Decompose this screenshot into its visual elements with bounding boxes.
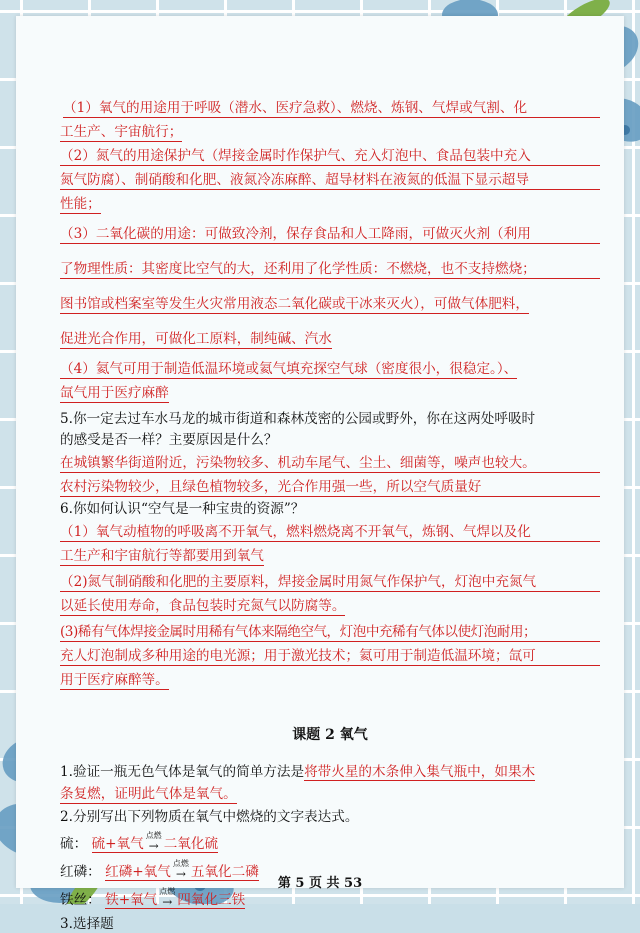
answer-line: （1）氧气动植物的呼吸离不开氧气，燃料燃烧离不开氧气，炼钢、气焊以及化: [60, 524, 600, 542]
answer-line: 以延长使用寿命，食品包装时充氮气以防腐等。: [60, 598, 346, 614]
answer-line: (3)稀有气体焊接金属时用稀有气体来隔绝空气，灯泡中充稀有气体以使灯泡耐用；: [60, 624, 600, 642]
document-content: [60, 100, 600, 933]
answer-line: （4）氦气可用于制造低温环境或氦气填充探空气球（密度很小，很稳定。）、: [60, 361, 518, 377]
reaction-label: 铁丝：: [60, 892, 101, 908]
answer-line: （2）氮气的用途保护气（焊接金属时作保护气、充入灯泡中、食品包装中充入: [60, 148, 600, 166]
condition-label: 点燃: [145, 831, 162, 840]
answer-line: （2)氮气制硝酸和化肥的主要原料，焊接金属时用氮气作保护气，灯泡中充氮气: [60, 574, 600, 592]
question-1-answer-cont: 条复燃，证明此气体是氧气。: [60, 786, 237, 802]
question-1: [60, 764, 600, 781]
question-3: 3.选择题: [60, 916, 114, 932]
answer-line: 农村污染物较少，且绿色植物较多，光合作用强一些，所以空气质量好: [60, 479, 600, 497]
answer-line: 图书馆或档案室等发生火灾常用液态二氧化碳或干冰来灭火），可做气体肥料，: [60, 296, 529, 312]
reaction-equation: [105, 888, 245, 909]
reactants: 红磷+氧气: [105, 864, 171, 880]
condition-label: 点燃: [172, 859, 189, 868]
answer-line: 工生产和宇宙航行等都要用到氧气: [60, 548, 264, 564]
answer-line: 了物理性质：其密度比空气的大，还利用了化学性质：不燃烧，也不支持燃烧；: [60, 261, 600, 279]
page-footer: 第 5 页 共 53: [277, 876, 363, 891]
product: 四氧化三铁: [177, 892, 246, 908]
arrow-icon: →: [162, 895, 173, 909]
answer-line: 性能；: [60, 196, 101, 212]
question-6: 6.你如何认识“空气是一种宝贵的资源”？: [60, 501, 305, 517]
arrow-icon: →: [175, 867, 186, 881]
product: 二氧化硫: [163, 836, 219, 852]
arrow-icon: →: [148, 839, 159, 853]
product: 五氧化二磷: [190, 864, 259, 880]
condition-label: 点燃: [159, 887, 176, 896]
reactants: 硫+氧气: [91, 836, 144, 852]
answer-line: （1）氧气的用途用于呼吸（潜水、医疗急救）、燃烧、炼钢、气焊或气割、化: [63, 100, 600, 118]
reactants: 铁+氧气: [105, 892, 158, 908]
answer-line: 氙气用于医疗麻醉: [60, 385, 169, 401]
answer-line: 充人灯泡制成多种用途的电光源；用于激光技术；氦可用于制造低温环境；氙可: [60, 648, 600, 666]
arrow: [159, 888, 175, 908]
answer-line: （3）二氧化碳的用途：可做致冷剂，保存食品和人工降雨，可做灭火剂（利用: [60, 226, 600, 244]
question-1-prefix: 1.验证一瓶无色气体是氧气的简单方法是: [60, 764, 305, 780]
reaction-iron: [60, 888, 600, 910]
arrow: [146, 832, 162, 852]
section-title: 课题 2 氧气: [292, 727, 368, 743]
answer-line: 用于医疗麻醉等。: [60, 672, 169, 688]
question-2: 2.分别写出下列物质在氧气中燃烧的文字表达式。: [60, 809, 359, 825]
reaction-label: 硫：: [60, 836, 88, 852]
reaction-label: 红磷：: [60, 864, 101, 880]
reaction-sulfur: [60, 832, 600, 854]
reaction-equation: [92, 832, 219, 853]
question-1-answer: 将带火星的木条伸入集气瓶中，如果木: [304, 764, 536, 780]
question-5-cont: 的感受是否一样？主要原因是什么？: [60, 432, 278, 448]
question-5: 5.你一定去过车水马龙的城市街道和森林茂密的公园或野外，你在这两处呼吸时: [60, 411, 536, 427]
answer-line: 工生产、宇宙航行；: [60, 124, 183, 140]
answer-line: 促进光合作用，可做化工原料，制纯碱、汽水: [60, 331, 332, 347]
answer-line: 氮气防腐）、制硝酸和化肥、液氮冷冻麻醉、超导材料在液氮的低温下显示超导: [60, 172, 600, 190]
answer-line: 在城镇繁华街道附近，污染物较多、机动车尾气、尘土、细菌等，噪声也较大。: [60, 455, 600, 473]
